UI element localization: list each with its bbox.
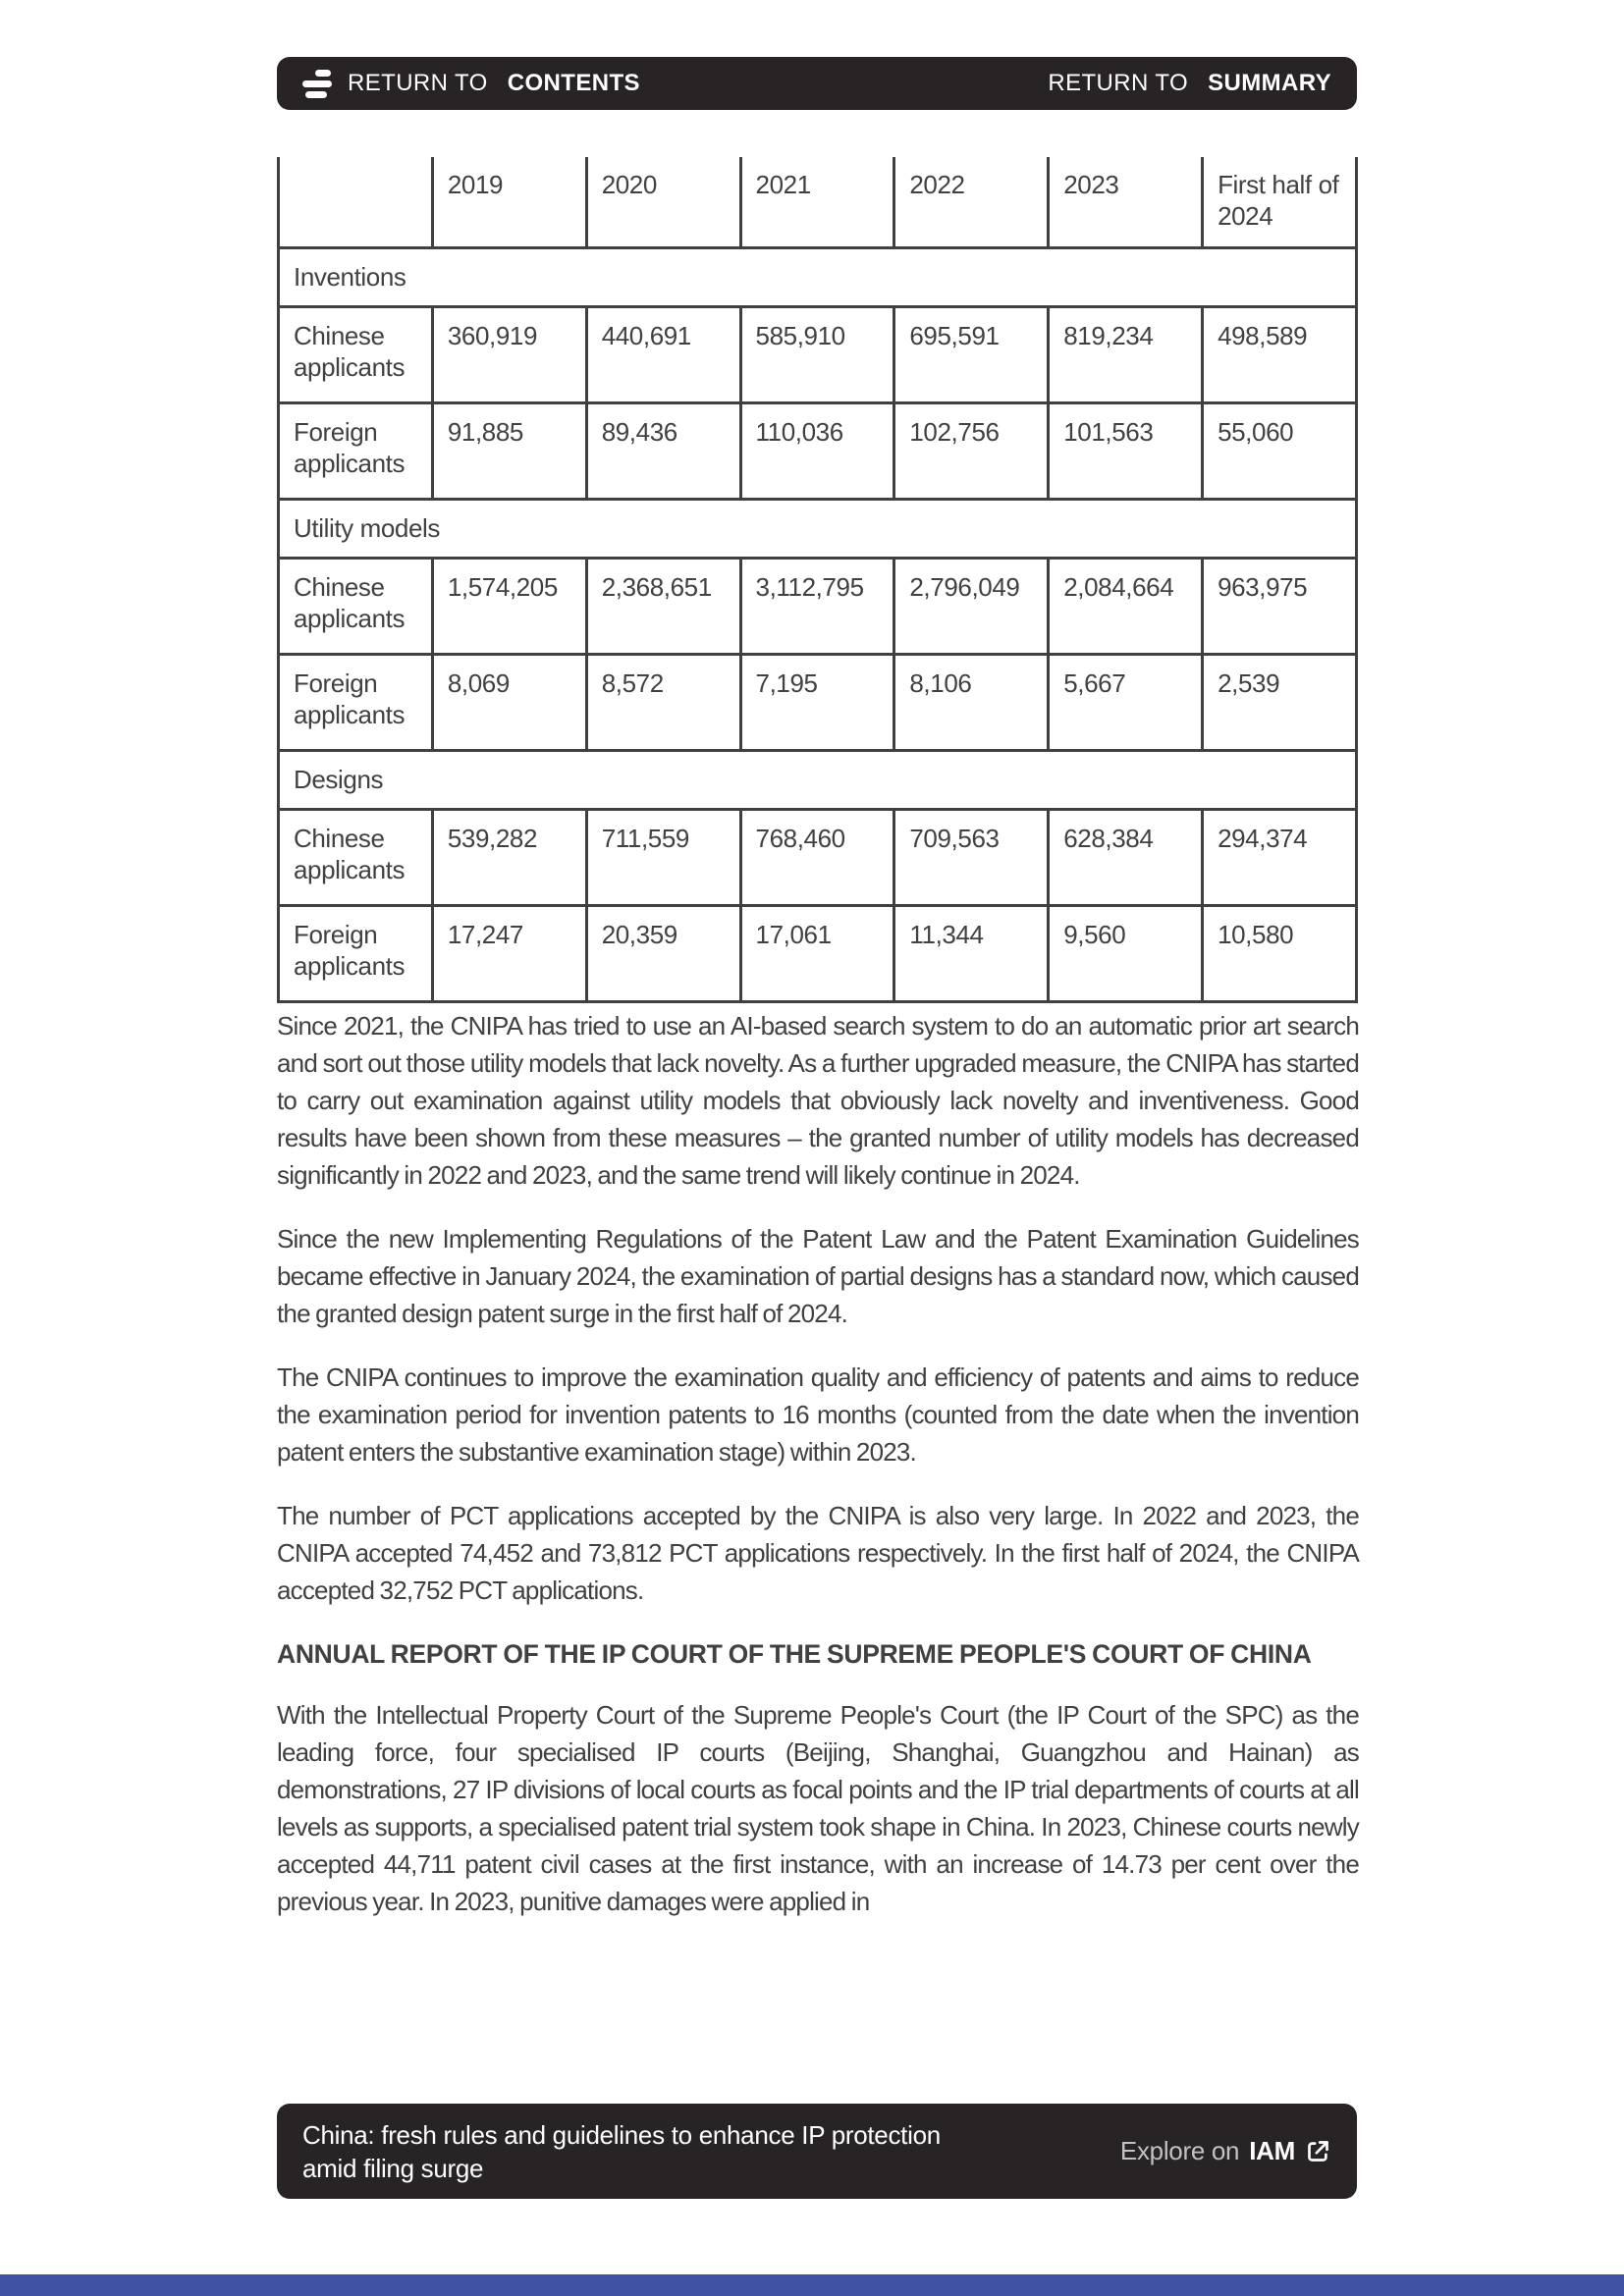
article-body (277, 1007, 1359, 1947)
cell-value: 709,563 (894, 809, 1049, 905)
table-row (279, 905, 1357, 1001)
table-header-row (279, 157, 1357, 247)
cell-value: 768,460 (740, 809, 894, 905)
patent-filings-table (277, 157, 1358, 1003)
paragraph-pct-applications: The number of PCT applications accepted by the CNIPA is also very large. In 2022 and 2023, the CNIPA accepted 74,452 and 73,812 PCT applications respectively. In the first half of 2024, the CNIPA accepted 32,752 PCT applications. (277, 1501, 1359, 1605)
explore-brand: IAM (1249, 2136, 1295, 2165)
cell-value: 101,563 (1049, 402, 1203, 499)
paragraph-examination-period: The CNIPA continues to improve the examination quality and efficiency of patents and aims to reduce the examination period for invention patents to 16 months (counted from the date when the invention patent enters the substantive examination stage) within 2023. (277, 1362, 1359, 1467)
table-section-row (279, 750, 1357, 809)
external-link-icon (1305, 2138, 1331, 2164)
row-label: Foreign applicants (279, 402, 433, 499)
return-to-contents-link[interactable] (302, 70, 640, 98)
section-label: Utility models (279, 499, 1357, 558)
contents-menu-icon (302, 70, 334, 98)
cell-value: 3,112,795 (740, 558, 894, 654)
cell-value: 2,539 (1203, 654, 1357, 750)
cell-value: 7,195 (740, 654, 894, 750)
row-label: Foreign applicants (279, 905, 433, 1001)
year-column-header: 2023 (1049, 157, 1203, 247)
cell-value: 8,106 (894, 654, 1049, 750)
cell-value: 539,282 (432, 809, 586, 905)
year-column-header: 2019 (432, 157, 586, 247)
paragraph-ip-court: With the Intellectual Property Court of the Supreme People's Court (the IP Court of the SPC) as the leading force, four specialised IP courts (Beijing, Shanghai, Guangzhou and Hainan) as demonstrations, 27 IP divisions of local courts as focal points and the IP trial departments of courts at all levels as supports, a specialised patent trial system took shape in China. In 2023, Chinese courts newly accepted 44,711 patent civil cases at the first instance, with an increase of 14.73 per cent over the previous year. In 2023, punitive damages were applied in (277, 1700, 1359, 1916)
table-row (279, 654, 1357, 750)
cell-value: 102,756 (894, 402, 1049, 499)
return-to-summary-label: SUMMARY (1208, 70, 1331, 96)
footer-title-line1: China: fresh rules and guidelines to enhance IP protection (302, 2119, 941, 2150)
cell-value: 2,368,651 (586, 558, 740, 654)
top-nav-bar (277, 57, 1357, 110)
row-label: Chinese applicants (279, 809, 433, 905)
table-section-row (279, 499, 1357, 558)
cell-value: 1,574,205 (432, 558, 586, 654)
cell-value: 91,885 (432, 402, 586, 499)
cell-value: 55,060 (1203, 402, 1357, 499)
cell-value: 360,919 (432, 306, 586, 402)
cell-value: 5,667 (1049, 654, 1203, 750)
table-row (279, 306, 1357, 402)
cell-value: 498,589 (1203, 306, 1357, 402)
table-row (279, 402, 1357, 499)
year-column-header: 2021 (740, 157, 894, 247)
row-label: Chinese applicants (279, 558, 433, 654)
cell-value: 585,910 (740, 306, 894, 402)
table-row (279, 809, 1357, 905)
cell-value: 711,559 (586, 809, 740, 905)
paragraph-ai-search: Since 2021, the CNIPA has tried to use an AI-based search system to do an automatic prior art search and sort out those utility models that lack novelty. As a further upgraded measure, the CNIPA has started to carry out examination against utility models that obviously lack novelty and inventiveness. Good results have been shown from these measures – the granted number of utility models has decreased significantly in 2022 and 2023, and the same trend will likely continue in 2024. (277, 1011, 1359, 1190)
cell-value: 440,691 (586, 306, 740, 402)
explore-prefix: Explore on (1119, 2136, 1240, 2165)
year-column-header: 2020 (586, 157, 740, 247)
cell-value: 819,234 (1049, 306, 1203, 402)
return-to-contents-label: CONTENTS (507, 70, 640, 96)
cell-value: 695,591 (894, 306, 1049, 402)
return-to-contents-prefix: RETURN TO (348, 70, 488, 96)
cell-value: 628,384 (1049, 809, 1203, 905)
table-row (279, 558, 1357, 654)
page-bottom-accent-bar (0, 2274, 1624, 2296)
paragraph-partial-designs: Since the new Implementing Regulations of the Patent Law and the Patent Examination Guidelines became effective in January 2024, the examination of partial designs has a standard now, which caused the granted design patent surge in the first half of 2024. (277, 1224, 1359, 1328)
return-to-summary-prefix: RETURN TO (1048, 70, 1189, 96)
section-heading: ANNUAL REPORT OF THE IP COURT OF THE SUPREME PEOPLE'S COURT OF CHINA (277, 1639, 1312, 1669)
cell-value: 110,036 (740, 402, 894, 499)
cell-value: 20,359 (586, 905, 740, 1001)
row-label: Chinese applicants (279, 306, 433, 402)
year-column-header (279, 157, 433, 247)
cell-value: 17,061 (740, 905, 894, 1001)
cell-value: 8,572 (586, 654, 740, 750)
cell-value: 8,069 (432, 654, 586, 750)
cell-value: 17,247 (432, 905, 586, 1001)
cell-value: 89,436 (586, 402, 740, 499)
cell-value: 11,344 (894, 905, 1049, 1001)
footer-title-line2: amid filing surge (302, 2153, 484, 2183)
year-column-header: First half of 2024 (1203, 157, 1357, 247)
cell-value: 10,580 (1203, 905, 1357, 1001)
cell-value: 2,796,049 (894, 558, 1049, 654)
cell-value: 294,374 (1203, 809, 1357, 905)
section-label: Inventions (279, 247, 1357, 306)
cell-value: 9,560 (1049, 905, 1203, 1001)
return-to-summary-link[interactable] (1048, 70, 1331, 97)
cell-value: 2,084,664 (1049, 558, 1203, 654)
explore-on-iam-link[interactable] (1120, 2136, 1331, 2166)
row-label: Foreign applicants (279, 654, 433, 750)
footer-title (302, 2118, 941, 2185)
section-label: Designs (279, 750, 1357, 809)
year-column-header: 2022 (894, 157, 1049, 247)
cell-value: 963,975 (1203, 558, 1357, 654)
table-section-row (279, 247, 1357, 306)
footer-bar (277, 2104, 1357, 2199)
